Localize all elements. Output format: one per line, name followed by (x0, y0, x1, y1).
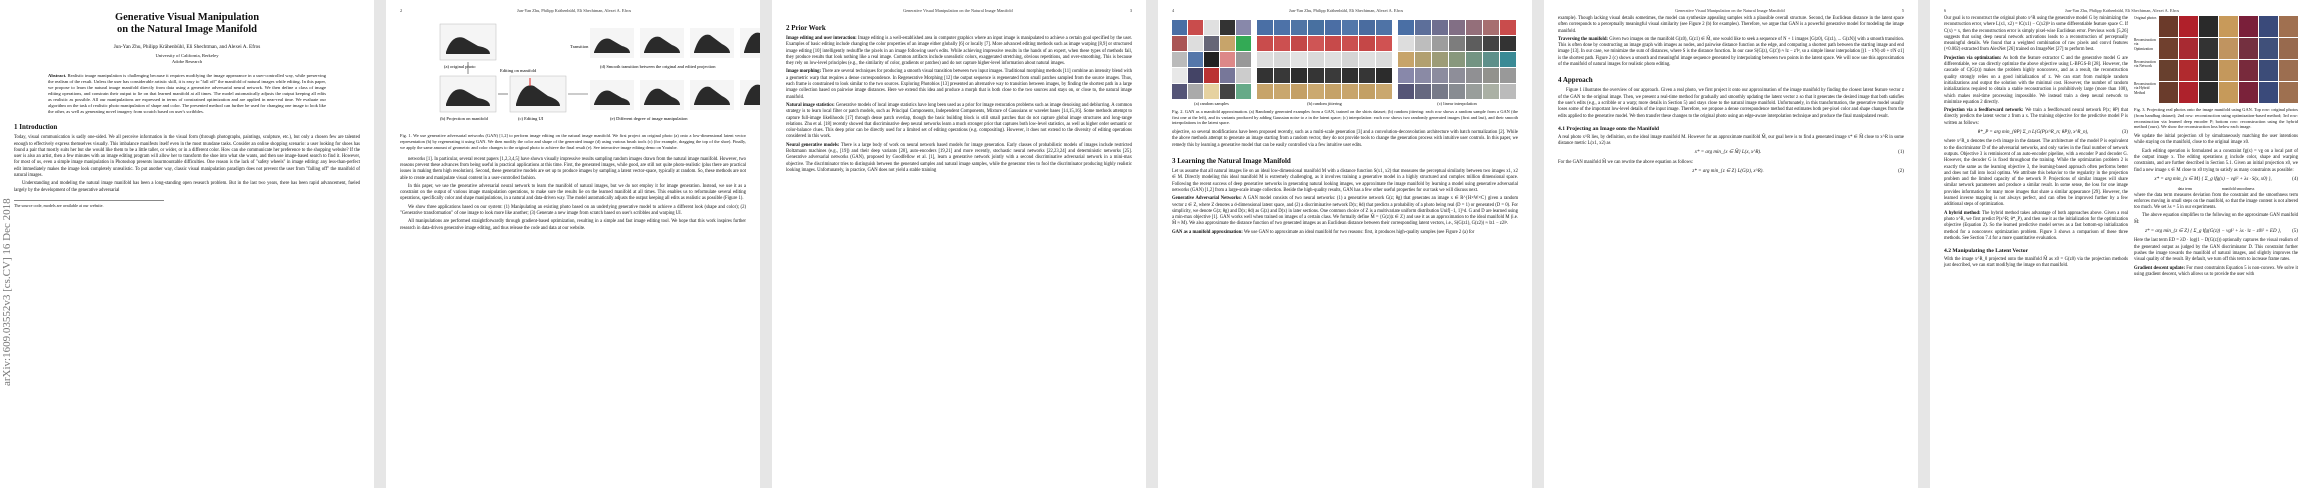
page6-paragraph-11 (2134, 266, 2298, 279)
page3-paragraph-1 (786, 36, 1132, 67)
page-number: 3 (1129, 7, 1132, 13)
page6-paragraph-9: The above equation simplifies to the following on the approximate GAN manifold M̃: (2134, 213, 2298, 225)
page2-paragraph-3: We show three applications based on our system: (1) Manipulating an existing photo based on an underlying generative model to achieve a different look (shape and color); (2) "Generative transformation" of one image to look more like another; (3) Generate a new image from scratch based on user's scribbles and warping UI. (400, 204, 746, 217)
page6-paragraph-7: Each editing operation is formulated as a constraint fg(x) = vg on a local part of the output image x. The editing operations g include color, shape and warping constraints, and are further described in Section 5.1. Given an initial projection x0, we find a new image x ∈ M close to x0 trying to satisfy as many constraints as possible: (2134, 148, 2298, 173)
paragraph-lead: Natural image statistics: (786, 102, 835, 108)
title-line-2: on the Natural Image Manifold (117, 24, 257, 35)
equation-3 (1944, 130, 2128, 136)
page-1 (0, 0, 374, 488)
running-head-text: Jun-Yan Zhu, Philipp Krähenbühl, Eli Shechtman, Alexei A. Efros (2065, 7, 2180, 13)
affiliation-1: University of California, Berkeley (155, 53, 219, 59)
section-heading: 3 Learning the Natural Image Manifold (1172, 157, 1291, 166)
figure-3 (2134, 16, 2298, 104)
page6-paragraph-0: Our goal is to reconstruct the original photo x^R using the generative model G by minimizing the reconstruction error, where L(x1, x2) = ‖C(x1) − C(x2)‖² in some differentiable feature space C. If C(x) = x, then the reconstruction error is simply pixel-wise Euclidean error. Previous work [5,26] suggests that using deep neural network activations leads to a reconstruction of perceptually meaningful details. We found that a weighted combination of raw pixels and conv4 features (×0.002) extracted from AlexNet [26] trained on ImageNet [27] to perform best. (1944, 16, 2128, 53)
fig3-bag-grid (2159, 16, 2298, 104)
arxiv-stamp-text: arXiv:1609.03552v3 [cs.CV] 16 Dec 2018 (1, 198, 13, 386)
running-head-text: Jun-Yan Zhu, Philipp Krähenbühl, Eli Shechtman, Alexei A. Efros (1289, 7, 1404, 13)
running-header (1558, 6, 1904, 16)
paragraph-lead: Traversing the manifold: (1558, 36, 1608, 42)
page6-two-column (1944, 16, 2298, 280)
equation-1 (1558, 150, 1904, 156)
underbrace-data-term: data term (2177, 187, 2192, 192)
footnote (14, 200, 164, 208)
figure-2-caption: Fig. 2. GAN as a manifold approximation. (a) Randomly generated examples from a GAN, trained on the shirts dataset; (b) random jittering: each row shows a random sample from a GAN (the first one at the left), and its variants produced by adding Gaussian noise to z in the latent space; (c) interpolation: each row shows two randomly generated images (first and last), and their smooth interpolations in the latent space. (1172, 108, 1518, 126)
page6-right-column (2134, 16, 2298, 280)
paragraph-body: The hybrid method takes advantage of both approaches above. Given a real photo x^R, we first predict P(x^R; θ*_P), and then use it as the initialization for the optimization objective (Equation 2). So the learned predictive model serves as a fast bottom-up initialization method for a nonconvex optimization problem. Figure 3 shows a comparison of these three methods. See Section 7.4 for a more quantitative evaluation. (1944, 210, 2129, 241)
page3-paragraph-3 (786, 103, 1132, 141)
equation-3-number: (3) (2122, 130, 2128, 136)
paragraph-body: Given two images on the manifold G(z0), G(z1) ∈ M̃, one would like to seek a sequence of N + 1 images [G(z0), G(z1), ... G(zN)] with a smooth transition. This is often done by constructing an image graph with images as nodes, and pairwise distance function as the edge, and computing a shortest path between the starting image and end image [13]. In our case, we minimize the sum of distances, where S is the distance function. In our case S(G(z), G(z')) ≈ ‖z − z'‖², so a simple linear interpolation [(1 − t/N)·z0 + t/N·z1] is the shortest path. Figure 2 (c) shows a smooth and meaningful image sequence generated by interpolating between two points in the latent space. We will now use this approximation of the manifold of natural images for realistic photo editing. (1558, 36, 1904, 68)
page4-paragraph-0: objective, so several modifications have been proposed recently, such as a multi-scale generation [3] and a convolution-deconvolution architecture with batch normalization [2]. While the above methods attempt to generate an image starting from a random vector, they do not provide tools to change the generation process with intuitive user controls. In this paper, we remedy this by learning a generative model that can be easily controlled via a few intuitive user edits. (1172, 130, 1518, 148)
paragraph-lead: Projection via optimization: (1944, 55, 2002, 61)
equation-4-body: x* = arg min_{x ∈ M} { Σ_g ‖fg(x) − vg‖² + λs · S(x, x0) }, (2154, 176, 2272, 182)
page6-paragraph-1 (1944, 56, 2128, 106)
paragraph-body: Generative models of local image statistics have long been used as a prior for image restoration problems such as image denoising and deblurring. A common strategy is to learn local filter or patch models, such as Principal Components, Independent Components, Mixture of Gaussians or wavelet bases [14,15,16]. Some methods attempt to capture full-image likelihoods [17] through dense patch overlap, though the basic building block is still small patches that do not capture global image structures and long-range relations. Zhu et al. [18] recently showed that discriminative deep neural networks learn a much stronger prior that captures both low-level statistics, as well as higher order semantic or color-balance clues. This deep prior can be directly used for a limited set of editing operations (e.g. compositing). However, it does not extend to the diversity of editing operations considered in this work. (786, 102, 1132, 140)
page-2 (386, 0, 760, 488)
page5-paragraph-0: example). Though lacking visual details sometimes, the model can synthesize appealing samples with a plausible overall structure. Second, the Euclidean distance in the latent space often corresponds to a perceptually meaningful visual similarity (see Figure 2 (b) for examples). Therefore, we argue that GAN is a powerful generative model for modeling the image manifold. (1558, 16, 1904, 34)
fig3-row-labels (2134, 16, 2157, 104)
paragraph-body: As both the feature extractor C and the generative model G are differentiable, we can directly optimize the above objective using L-BFGS-B [28]. However, the cascade of C(G(z)) makes the problem highly nonconvex, and as a result, the reconstruction quality strongly relies on a good initialization of z. We can start from multiple random initializations and output the solution with the minimal cost. However, the number of random initializations required to obtain a stable reconstruction is prohibitively large (more than 100), which makes real-time processing impossible. We instead train a deep neural network to minimize equation 2 directly. (1944, 55, 2128, 105)
figure-2 (1172, 20, 1518, 107)
title-line-1: Generative Visual Manipulation (114, 12, 260, 23)
equation-2-body: z* = arg min_{z ∈ Z} L(G(z), x^R). (1692, 169, 1764, 175)
fig3-row-label-1: Reconstruction via Optimization (2134, 38, 2156, 51)
page-4 (1158, 0, 1532, 488)
paragraph-body: We use GAN to approximate an ideal manifold for two reasons: first, it produces high-quality samples (see Figure 2 (a) for (1243, 229, 1475, 235)
page3-paragraph-4 (786, 143, 1132, 174)
page-number: 4 (1172, 7, 1175, 13)
fig1-label-editing: Editing on manifold (500, 68, 537, 73)
paragraph-body: For most constraints Equation 5 is non-convex. We solve it using gradient descent, which allows us to provide the user with (2134, 265, 2298, 277)
page6-left-column (1944, 16, 2128, 280)
figure-1 (400, 20, 746, 151)
fig1-label-transition: Transition (570, 44, 589, 49)
page5-paragraph-4: For the GAN manifold M̃ we can rewrite the above equation as follows: (1558, 159, 1694, 165)
running-head-text: Generative Visual Manipulation on the Natural Image Manifold (1675, 7, 1785, 13)
fig2-linear-interpolation (1398, 20, 1516, 107)
running-header (1172, 6, 1518, 16)
paragraph-lead: Neural generative models: (786, 142, 840, 148)
fig2-label-a: (a) random samples (1194, 101, 1229, 106)
equation-2-number: (2) (1898, 169, 1904, 175)
page5-paragraph-3: A real photo x^R lies, by definition, on the ideal image manifold M. However for an approximate manifold M̃, our goal here is to find a generated image x* ∈ M̃ close to x^R in some distance metric L(x1, x2) as (1558, 134, 1904, 147)
paragraph-lead: Gradient descent update: (2134, 265, 2185, 271)
abstract-text: Realistic image manipulation is challenging because it requires modifying the image appearance in a user-controlled way, while preserving the realism of the result. Unless the user has considerable artistic skill, it is easy to "fall off" the manifold of natural images while editing. In this paper, we propose to learn the natural image manifold directly from data using a generative adversarial neural network. We then define a class of image editing operations, and constrain their output to lie on that learned manifold at all times. The model automatically adjusts the output keeping all edits as realistic as possible. All our manipulations are expressed in terms of constrained optimization and are applied in near-real time. We evaluate our algorithm on the task of realistic photo manipulation of shape and color. The presented method can further be used for changing one image to look like the other, as well as generating novel imagery from scratch based on user's scribbles. (48, 73, 326, 115)
paragraph-lead: Generative Adversarial Networks: (1172, 196, 1242, 202)
paragraph-body: There is a large body of work on neural network based models for image generation. Early classes of probabilistic models of images include restricted Boltzmann machines (e.g., [19]) and their deep variants [20], auto-encoders [19,21] and more recently, stochastic neural networks [22,23,24] and deterministic networks [25]. Generative adversarial networks (GAN), proposed by Goodfellow et al. [1], learn a generative network jointly with a second discriminative adversarial network in a mini-max objective. The discriminator tries to distinguish between the generated samples and natural image samples, while the generator tries to fool the discriminator producing highly realistic looking images. Unfortunately, in practice, GAN does not yield a stable training (786, 142, 1132, 173)
subsection-heading: 4.1 Projecting an Image onto the Manifold (1558, 125, 1660, 132)
page4-paragraph-1: Let us assume that all natural images lie on an ideal low-dimensional manifold M with a distance function S(x1, x2) that measures the perceptual similarity between two images x1, x2 ∈ M. Directly modeling this ideal manifold M is extremely challenging, as it involves training a generative model in a highly structured and complex million dimensional space. Following the recent success of deep generative networks in generating natural looking images, we approximate the image manifold by learning a model using generative adversarial networks (GAN) [1,2] from a large-scale image collection. Beside the high-quality results, GAN has a few other useful properties for our task we will discuss next. (1172, 169, 1518, 193)
paragraph-body: There are several techniques for producing a smooth visual transition between two input images. Traditional morphing methods [11] combine an intensity blend with a geometric warp that requires a dense correspondence. In Regenerative Morphing [12] the output sequence is regenerated from small patches sampled from the source images. Thus, each frame is constrained to look similar to the two sources. Exploring Photobios [13] presented an alternative way to transition between images, by finding the shortest path in a large image collection based on pairwise image distances. Here we extend this idea and produce a morph that is both close to the two sources and stays on, or close to, the natural image manifold. (786, 69, 1132, 100)
affiliations (14, 53, 360, 65)
fig1-label-b: (b) Projection on manifold (440, 116, 488, 121)
equation-4-number: (4) (2292, 176, 2298, 182)
running-header (786, 6, 1132, 16)
equation-4 (2134, 177, 2298, 183)
fig1-label-c: (c) Editing UI (518, 116, 544, 121)
equation-5-number: (5) (2292, 229, 2298, 235)
abstract-label: Abstract. (48, 73, 67, 79)
intro-paragraph-2: Understanding and modeling the natural image manifold has been a long-standing open research problem. But in the last two years, there has been rapid advancement, fueled largely by the development of the generative adversarial (14, 181, 360, 193)
section-heading: 2 Prior Work (786, 24, 826, 32)
page-number: 6 (1944, 7, 1947, 13)
fig3-row-label-0: Original photos (2134, 16, 2157, 20)
page-5-column (1544, 0, 1918, 488)
page6-paragraph-6: We update the initial projection x0 by simultaneously matching the user intentions while staying on the manifold, close to the original image x0. (2134, 134, 2298, 146)
running-header (1944, 6, 2298, 16)
affiliation-2: Adobe Research (171, 59, 203, 65)
page6-paragraph-4 (1944, 211, 2128, 242)
page3-paragraph-2 (786, 69, 1132, 100)
fig1-label-d: (d) Smooth transition between the original and edited projection (600, 64, 716, 69)
intro-heading: 1 Introduction (14, 123, 58, 132)
section-heading: 4 Approach (1558, 76, 1593, 85)
page6-paragraph-2 (1944, 108, 2128, 127)
figure-1-caption: Fig. 1. We use generative adversarial networks (GAN) [1,2] to perform image editing on the natural image manifold. We first project an original photo (a) onto a low-dimensional latent vector representation (b) by regenerating it using GAN. We then modify the color and shape of the generated image (d) using various brush tools (c) (for example, dragging the top of the shoe). Finally, we apply the same amount of geometric and color changes to the original photo to achieve the final result (e). See interactive image editing demo on Youtube. (400, 133, 746, 150)
equation-5 (2134, 229, 2298, 235)
footnote-text: The source code, models are available at our website. (14, 202, 104, 208)
paragraph-lead: GAN as a manifold approximation: (1172, 229, 1243, 235)
abstract (48, 73, 326, 115)
paragraph-body: Image editing is a well-established area in computer graphics where an input image is manipulated to achieve a certain goal specified by the user. Examples of basic editing include changing the color properties of an image either globally [6] or locally [7]. More advanced editing methods such as image warping [8,9] or structured image editing [10] intelligently reshuffle the pixels in an image following user's edits. While achieving impressive results in the hands of an expert, when these types of methods fail, they produce results that look nothing like a real image. Common artifacts include unrealistic colors, exaggerated stretching, obvious repetitions, and over-smoothing. This is because they rely on low-level principles (e.g., the similarity of color, gradients or patches) and do not capture higher-level information about natural images. (786, 36, 1133, 67)
intro-paragraph-1: Today, visual communication is sadly one-sided. We all perceive information in the visual form (through photographs, paintings, sculpture, etc.), but only a chosen few are talented enough to effectively express themselves visually. This imbalance manifests itself even in the most mundane tasks. Consider an online shopping scenario: a user looking for shoes has found a pair that mostly suits her but she would like them to be a little taller, or wider, or in a different color. How can she communicate her preference to the shopping website? If the user is also an artist, then a few minutes with an image editing program will allow her to transform the shoe into what she wants, and then use image-based search to find it. However, for most of us, even a simple image manipulation in Photoshop presents insurmountable difficulties. One reason is the lack of "safety wheels" in image editing: any less-than-perfect edit immediately makes the image look completely unrealistic. To put another way, classic visual manipulation paradigm does not prevent the user from "falling off" the manifold of natural images. (14, 135, 360, 179)
arxiv-stamp (1, 86, 13, 386)
paragraph-lead: Projection via a feedforward network: (1944, 108, 2024, 114)
page6-paragraph-10: Here the last term ED = λD · log(1 − D(G(z))) optionally captures the visual realism of the generated output as judged by the GAN discriminator D. This constraint further pushes the image towards the manifold of natural images, and slightly improves the visual quality of the result. By default, we turn off this term to increase frame rates. (2134, 238, 2298, 263)
underbrace-manifold-smoothness: manifold smoothness (2221, 187, 2255, 192)
page-number: 2 (400, 7, 403, 13)
authors: Jun-Yan Zhu, Philipp Krähenbühl, Eli Shechtman, and Alexei A. Efros (113, 44, 261, 50)
page2-paragraph-1: networks [1]. In particular, several recent papers [1,2,3,4,5] have shown visually impressive results sampling random images drawn from the natural image manifold. However, two reasons prevent these advances from being useful in practical applications at this time. First, the generated images, while good, are still not quite photo-realistic (plus there are practical issues in making them high resolution). Second, these generative models are set up to produce images by sampling a latent vector-space, typically at random. So, these methods are not able to create and manipulate visual content in a user-controlled fashion. (400, 156, 746, 181)
equation-1-number: (1) (1898, 150, 1904, 156)
page6-paragraph-8: where the data term measures deviation from the constraint and the smoothness term enforces moving in small steps on the manifold, so that the image content is not altered too much. We set λs = 5 in our experiments. (2134, 192, 2298, 211)
fig1-label-e: (e) Different degree of image manipulation (610, 116, 688, 121)
paragraph-body: A GAN model consists of two neural networks: (1) a generative network G(z; θg) that generates an image x ∈ R^{H×W×C} given a random vector z ∈ Z, where Z denotes a d-dimensional latent space, and (2) a discriminative network D(x; θd) that predicts a probability of a photo being real (D = 1) or generated (D = 0). For simplicity, we denote G(z; θg) and D(x; θd) as G(z) and D(x) in later sections. One common choice of Z is a multivariate uniform distribution Unif[−1, 1]^d. G and D are learned using a min-max objective [1]. GAN works well when trained on images of a certain class. We formally define M̃ = {G(z)|z ∈ Z} and use it as an approximation to the ideal manifold M (i.e. M̃ ≈ M). We also approximate the distance function of two generated images as an Euclidean distance between their corresponding latent vectors, i.e., S(G(z1), G(z2)) ≈ ‖z1 − z2‖². (1172, 196, 1519, 227)
page-number: 5 (1901, 7, 1904, 13)
paragraph-lead: A hybrid method: (1944, 210, 1981, 216)
equation-2 (1558, 169, 1904, 175)
fig2-random-samples (1172, 20, 1251, 107)
fig3-row-label-2: Reconstruction via Network (2134, 60, 2156, 69)
fig1-transition-row (590, 28, 760, 58)
page6-paragraph-3: where x^R_n denotes the n-th image in the dataset. The architecture of the model P is equivalent to the discriminator D of the adversarial networks, and only varies in the final number of network outputs. Objective 3 is reminiscent of an auto-encoder pipeline, with a encoder P and decoder G. However, the decoder G is fixed throughout the training. While the optimization problem 2 is exactly the same as the learning objective 3, the learning-based approach often performs better and does not fall into local optima. We attribute this behavior to the regularity in the projection problem and the limited capacity of the network P. Projections of similar images will share similar network parameters and produce a similar result. In some sense, the loss for one image provides information for many more images that share a similar appearance [29]. However, the learned inverse mapping is not always perfect, and can often be improved further by a few additional steps of optimization. (1944, 139, 2128, 208)
page4-paragraph-3 (1172, 230, 1518, 236)
fig3-row-label-3: Reconstruction via Hybrid Method (2134, 82, 2156, 95)
paragraph-lead: Image editing and user interaction: (786, 36, 857, 41)
running-header (400, 6, 746, 16)
fig2-label-b: (b) random jittering (1307, 101, 1342, 106)
fig2-random-jittering (1257, 20, 1392, 107)
page5-paragraph-2: Figure 1 illustrates the overview of our approach. Given a real photo, we first project it onto our approximation of the image manifold by finding the closest latent feature vector z of the GAN to the original image. Then, we present a real-time method for gradually and smoothly updating the latent vector z so that it generates the desired image that both satisfies the user's edits (e.g., a scribble or a warp; more details in Section 5) and stays close to the natural image manifold. Unfortunately, in this transformation, the generative model usually loses some of the important low-level details of the input image. Therefore, we propose a dense correspondence method that estimates both per-pixel color and shape changes from the edits applied to the generative model. We then transfer these changes to the original photo using an edge-aware interpolation technique and produce the final manipulated result. (1558, 88, 1904, 119)
running-head-text: Jun-Yan Zhu, Philipp Krähenbühl, Eli Shechtman, Alexei A. Efros (517, 7, 632, 13)
page2-paragraph-4: All manipulations are performed straightforwardly through gradient-based optimization, resulting in a simple and fast image editing tool. We hope that this work inspires further research in data-driven generative image editing, and thus release the code and data at our website. (400, 219, 746, 231)
fig1-final-row (590, 80, 760, 110)
equation-3-body: θ*_P = arg min_{θP} Σ_n L(G(P(x^R_n; θP)), x^R_n), (1977, 130, 2089, 136)
fig1-label-a: (a) original photo (444, 64, 476, 69)
paper-title (14, 12, 360, 36)
paragraph-lead: Image morphing: (786, 69, 822, 75)
page4-paragraph-2 (1172, 196, 1518, 227)
page2-paragraph-2: In this paper, we use the generative adversarial neural network to learn the manifold of natural images, but we do not employ it for image generation. Instead, we use it as a constraint on the output of various image manipulation operations, to make sure the results lie on the learned manifold at all times. This enables us to reformulate several editing operations, specifically color and shape manipulations, in a natural and data-driven way. The model automatically adjusts the output keeping all edits as realistic as possible (Figure 1). (400, 183, 746, 202)
page6-paragraph-5: With the image x^R_0 projected onto the manifold M̃ as x0 = G(z0) via the projection methods just described, we can start modifying the image on that manifold. (1944, 257, 2128, 269)
page-6-column (1930, 0, 2312, 488)
running-head-text: Generative Visual Manipulation on the Natural Image Manifold (903, 7, 1013, 13)
fig2-label-c: (c) linear interpolation (1437, 101, 1477, 106)
subsection-heading: 4.2 Manipulating the Latent Vector (1944, 248, 2029, 255)
page-3 (772, 0, 1146, 488)
equation-1-body: x* = arg min_{x ∈ M̃} L(x, x^R). (1694, 150, 1762, 156)
paragraph-body: We train a feedforward neural network P(x; θP) that directly predicts the latent vector z from a x. The training objective for the predictive model P is written as follows: (1944, 108, 2128, 126)
equation-5-body: z* = arg min_{z ∈ Z} { Σ_g ‖fg(G(z)) − vg‖² + λs · ‖z − z0‖² + ED }, (2145, 229, 2282, 235)
figure-3-caption: Fig. 3. Projecting real photos onto the image manifold using GAN. Top row: original photos (from handbag dataset); 2nd row: reconstruction using optimization-based method; 3rd row: reconstruction via learned deep encoder P; bottom row: reconstruction using the hybrid method (ours). We show the reconstruction loss below each image. (2134, 107, 2298, 130)
page5-paragraph-1 (1558, 37, 1904, 68)
